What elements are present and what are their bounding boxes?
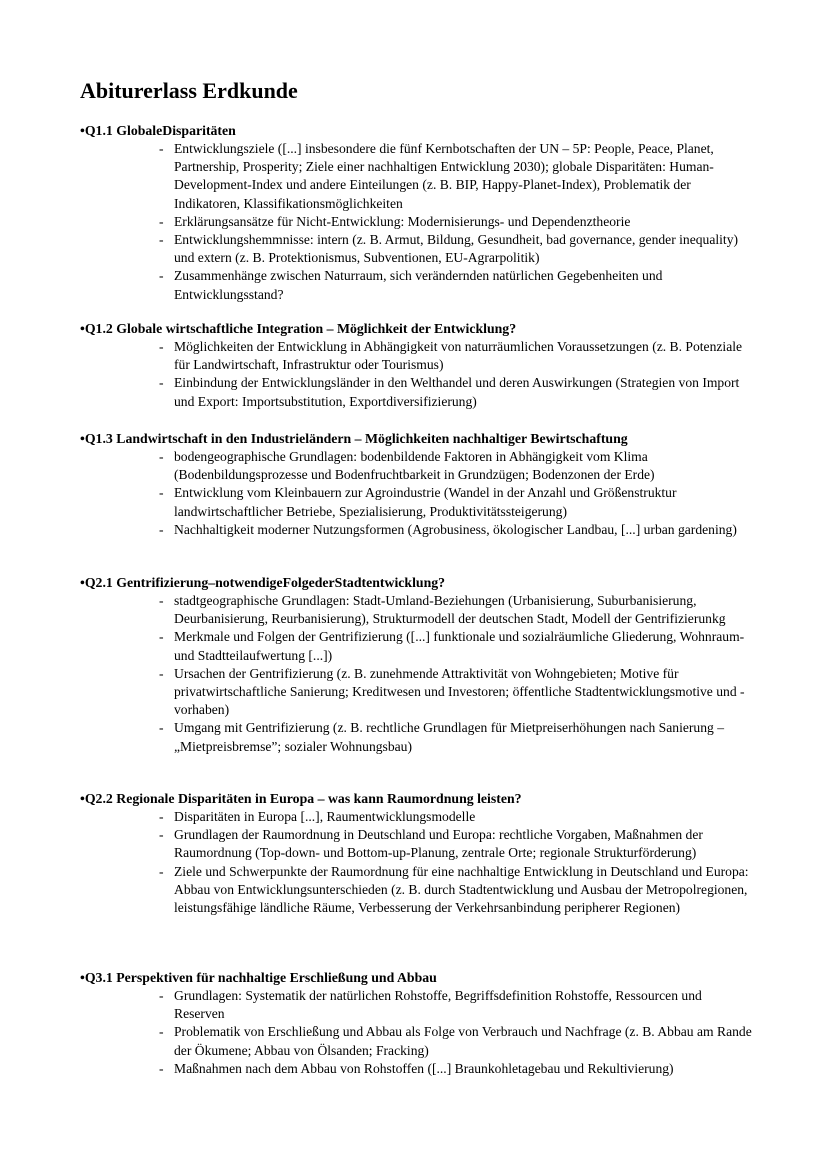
bullet-list [80, 987, 760, 1078]
list-item-text: Grundlagen der Raumordnung in Deutschland und Europa: rechtliche Vorgaben, Maßnahmen der Raumordnung (Top-down- und Bottom-up-Planung, zentrale Orte; regionale Strukturförderung) [174, 827, 703, 861]
list-item [159, 863, 752, 918]
list-item-text: Möglichkeiten der Entwicklung in Abhängigkeit von naturräumlichen Voraussetzungen (z. B. Potenziale für Landwirtschaft, Infrastruktur oder Tourismus) [174, 339, 743, 373]
dash-bullet-icon: - [159, 375, 164, 391]
section-heading: •Q3.1 Perspektiven für nachhaltige Erschließung und Abbau [80, 970, 437, 985]
list-item-text: Umgang mit Gentrifizierung (z. B. rechtliche Grundlagen für Mietpreiserhöhungen nach Sanierung – „Mietpreisbremse”; sozialer Wohnungsbau) [174, 720, 724, 754]
dash-bullet-icon: - [159, 339, 164, 354]
list-item [159, 1023, 752, 1059]
list-item-text: Entwicklungshemmnisse: intern (z. B. Armut, Bildung, Gesundheit, bad governance, gender inequality) und extern (z. B. Protektionismus, Subventionen, EU-Agrarpolitik) [174, 232, 739, 266]
dash-bullet-icon: - [159, 863, 164, 879]
list-item [159, 231, 752, 267]
dash-bullet-icon: - [159, 629, 164, 645]
list-item-text: Einbindung der Entwicklungsländer in den Welthandel und deren Auswirkungen (Strategien von Import und Export: Importsubstitution, Exportdiversifizierung) [174, 375, 740, 409]
list-item-text: stadtgeographische Grundlagen: Stadt-Umland-Beziehungen (Urbanisierung, Suburbanisierung, Deurbanisierung, Reurbanisierung), Strukturmodell der deutschen Stadt, Modell der Gentrifizierunkg [174, 593, 726, 627]
section [80, 574, 760, 756]
list-item [159, 213, 752, 231]
dash-bullet-icon: - [159, 665, 164, 681]
dash-bullet-icon: - [159, 232, 164, 248]
bullet-list [80, 140, 760, 304]
dash-bullet-icon: - [159, 593, 164, 608]
list-item [159, 267, 752, 303]
list-item-text: Ursachen der Gentrifizierung (z. B. zunehmende Attraktivität von Wohngebieten; Motive für privatwirtschaftliche Sanierung; Kreditwesen und Investoren; öffentliche Stadtentwicklungsmotive und -vorhaben) [174, 665, 745, 718]
dash-bullet-icon: - [159, 1060, 164, 1076]
dash-bullet-icon: - [159, 988, 164, 1003]
dash-bullet-icon: - [159, 485, 164, 501]
list-item-text: Entwicklung vom Kleinbauern zur Agroindustrie (Wandel in der Anzahl und Größenstruktur landwirtschaftlicher Betriebe, Spezialisierung, Produktivitätssteigerung) [174, 485, 677, 519]
list-item-text: Problematik von Erschließung und Abbau als Folge von Verbrauch und Nachfrage (z. B. Abbau am Rande der Ökumene; Abbau von Ölsanden; Fracking) [174, 1024, 752, 1058]
dash-bullet-icon: - [159, 449, 164, 464]
section [80, 122, 760, 304]
list-item [159, 338, 752, 374]
dash-bullet-icon: - [159, 720, 164, 736]
list-item [159, 1060, 752, 1078]
list-item-text: Maßnahmen nach dem Abbau von Rohstoffen ([...] Braunkohletagebau und Rekultivierung) [174, 1060, 674, 1076]
list-item-text: Zusammenhänge zwischen Naturraum, sich verändernden natürlichen Gegebenheiten und Entwicklungsstand? [174, 268, 663, 302]
dash-bullet-icon: - [159, 809, 164, 824]
dash-bullet-icon: - [159, 1024, 164, 1040]
section [80, 790, 760, 917]
list-item-text: Ziele und Schwerpunkte der Raumordnung für eine nachhaltige Entwicklung in Deutschland und Europa: Abbau von Entwicklungsunterschieden (z. B. durch Stadtentwicklung und Ausbau der Metropolregionen, leistungsfähige ländliche Räume, Verbesserung der Verkehrsanbindung peripherer Regionen) [174, 863, 749, 916]
section [80, 320, 760, 411]
list-item [159, 719, 752, 755]
dash-bullet-icon: - [159, 213, 164, 229]
document-title: Abiturerlass Erdkunde [80, 78, 298, 103]
list-item [159, 987, 752, 1023]
section [80, 430, 760, 539]
list-item-text: Merkmale und Folgen der Gentrifizierung ([...] funktionale und sozialräumliche Gliederung, Wohnraum- und Stadtteilaufwertung [...]) [174, 629, 745, 663]
list-item [159, 140, 752, 213]
section-heading: •Q1.1 GlobaleDisparitäten [80, 123, 236, 138]
list-item [159, 628, 752, 664]
list-item [159, 374, 752, 410]
list-item-text: Entwicklungsziele ([...] insbesondere die fünf Kernbotschaften der UN – 5P: People, Peace, Planet, Partnership, Prosperity; Ziele einer nachhaltigen Entwicklung 2030); globale Disparitäten: Human-Development-Index und andere Einteilungen (z. B. BIP, Happy-Planet-Index), Problematik der Indikatoren, Klassifikationsmöglichkeiten [174, 141, 714, 211]
dash-bullet-icon: - [159, 141, 164, 156]
list-item [159, 448, 752, 484]
list-item [159, 484, 752, 520]
section-heading: •Q1.3 Landwirtschaft in den Industrieländern – Möglichkeiten nachhaltiger Bewirtschaftung [80, 431, 628, 446]
list-item-text: Disparitäten in Europa [...], Raumentwicklungsmodelle [174, 809, 476, 824]
bullet-list [80, 592, 760, 756]
list-item-text: bodengeographische Grundlagen: bodenbildende Faktoren in Abhängigkeit vom Klima (Bodenbildungsprozesse und Bodenfruchtbarkeit in Grundzügen; Bodenzonen der Erde) [174, 449, 655, 483]
bullet-list [80, 808, 760, 917]
dash-bullet-icon: - [159, 521, 164, 537]
dash-bullet-icon: - [159, 268, 164, 284]
list-item-text: Erklärungsansätze für Nicht-Entwicklung: Modernisierungs- und Dependenztheorie [174, 213, 631, 229]
section-heading: •Q1.2 Globale wirtschaftliche Integration – Möglichkeit der Entwicklung? [80, 321, 517, 336]
section-heading: •Q2.2 Regionale Disparitäten in Europa – was kann Raumordnung leisten? [80, 791, 522, 806]
bullet-list [80, 448, 760, 539]
list-item [159, 665, 752, 720]
list-item [159, 521, 752, 539]
list-item [159, 808, 752, 826]
dash-bullet-icon: - [159, 827, 164, 843]
list-item [159, 592, 752, 628]
section-heading: •Q2.1 Gentrifizierung–notwendigeFolgederStadtentwicklung? [80, 575, 446, 590]
list-item [159, 826, 752, 862]
bullet-list [80, 338, 760, 411]
list-item-text: Grundlagen: Systematik der natürlichen Rohstoffe, Begriffsdefinition Rohstoffe, Ressourcen und Reserven [174, 988, 702, 1022]
section [80, 969, 760, 1078]
list-item-text: Nachhaltigkeit moderner Nutzungsformen (Agrobusiness, ökologischer Landbau, [...] urban gardening) [174, 521, 737, 537]
